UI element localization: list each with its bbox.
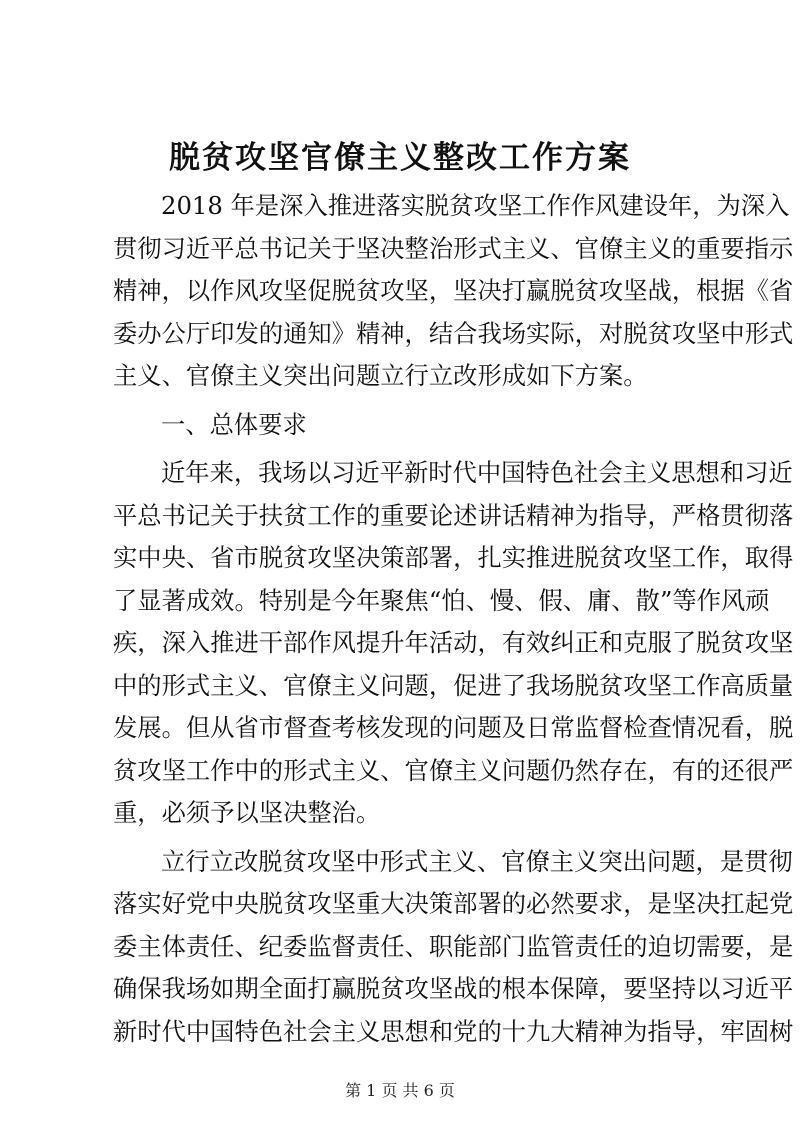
- paragraph-1-line-1: 2018 年是深入推进落实脱贫攻坚工作作风建设年，为深入: [161, 191, 790, 220]
- paragraph-2-line-1: 近年来，我场以习近平新时代中国特色社会主义思想和习近: [161, 458, 793, 487]
- document-body: [113, 185, 794, 1053]
- paragraph-2-line-7: 发展。但从省市督查考核发现的问题及日常监督检查情况看，脱: [113, 713, 794, 742]
- paragraph-2-line-6: 中的形式主义、官僚主义问题，促进了我场脱贫攻坚工作高质量: [113, 670, 794, 700]
- paragraph-1-line-4: 委办公厅印发的通知》精神，结合我场实际，对脱贫攻坚中形式: [113, 318, 794, 348]
- paragraph-2-line-3: 实中央、省市脱贫攻坚决策部署，扎实推进脱贫攻坚工作，取得: [113, 543, 794, 572]
- paragraph-3-line-1: 立行立改脱贫攻坚中形式主义、官僚主义突出问题，是贯彻: [161, 846, 793, 876]
- paragraph-1-line-3: 精神，以作风攻坚促脱贫攻坚，坚决打赢脱贫攻坚战，根据《省: [113, 276, 794, 305]
- paragraph-2-line-8: 贫攻坚工作中的形式主义、官僚主义问题仍然存在，有的还很严: [113, 755, 794, 785]
- paragraph-2-line-5: 疾，深入推进干部作风提升年活动，有效纠正和克服了脱贫攻坚: [113, 628, 794, 657]
- paragraph-3-line-4: 确保我场如期全面打赢脱贫攻坚战的根本保障，要坚持以习近平: [113, 974, 794, 1003]
- paragraph-2-line-2: 平总书记关于扶贫工作的重要论述讲话精神为指导，严格贯彻落: [113, 500, 794, 530]
- paragraph-2-line-4: 了显著成效。特别是今年聚焦“怕、慢、假、庸、散”等作风顽: [113, 585, 770, 615]
- section-heading-1: 一、总体要求: [161, 409, 307, 439]
- paragraph-3-line-5: 新时代中国特色社会主义思想和党的十九大精神为指导，牢固树: [113, 1016, 794, 1046]
- paragraph-3-line-2: 落实好党中央脱贫攻坚重大决策部署的必然要求，是坚决扛起党: [113, 889, 794, 918]
- paragraph-2-line-9: 重，必须予以坚决整治。: [113, 798, 381, 827]
- paragraph-3-line-3: 委主体责任、纪委监督责任、职能部门监管责任的迫切需要，是: [113, 931, 794, 961]
- paragraph-1-line-2: 贯彻习近平总书记关于坚决整治形式主义、官僚主义的重要指示: [113, 233, 794, 263]
- paragraph-1-line-5: 主义、官僚主义突出问题立行立改形成如下方案。: [113, 361, 648, 390]
- document-title: 脱贫攻坚官僚主义整改工作方案: [169, 140, 631, 176]
- page-footer: 第 1 页 共 6 页: [345, 1081, 455, 1100]
